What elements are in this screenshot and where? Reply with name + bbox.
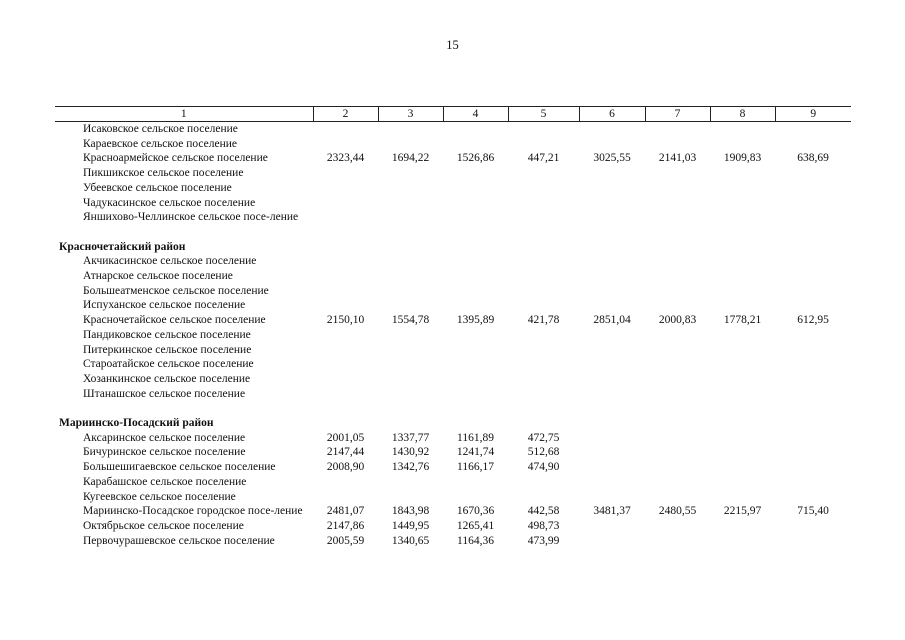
value-cell: 2005,59 xyxy=(326,534,365,547)
value-cell: 2323,44 xyxy=(326,152,365,165)
value-cell xyxy=(645,387,710,402)
value-cell xyxy=(378,490,443,505)
value-cell xyxy=(378,284,443,299)
value-cell xyxy=(710,445,775,460)
value-cell xyxy=(710,328,775,343)
table-row xyxy=(55,313,851,328)
value-cell xyxy=(378,196,443,211)
value-cell xyxy=(313,490,378,505)
value-cell xyxy=(775,372,851,387)
value-cell xyxy=(645,475,710,490)
column-header: 4 xyxy=(443,107,508,122)
value-cell xyxy=(775,357,851,372)
table-row xyxy=(55,269,851,284)
value-cell xyxy=(508,490,579,505)
settlement-name: Пикшикское сельское поселение xyxy=(83,167,244,180)
column-header: 8 xyxy=(710,107,775,122)
value-cell: 1395,89 xyxy=(456,314,495,327)
value-cell xyxy=(508,196,579,211)
value-cell: 1430,92 xyxy=(391,446,430,459)
value-cell xyxy=(508,254,579,269)
value-cell xyxy=(645,254,710,269)
table-row xyxy=(55,151,851,166)
value-cell: 473,99 xyxy=(527,534,560,547)
value-cell: 498,73 xyxy=(527,519,560,532)
spacer-row xyxy=(55,225,851,240)
value-cell: 2851,04 xyxy=(593,314,631,327)
settlement-name: Большеатменское сельское поселение xyxy=(83,284,269,297)
district-row xyxy=(55,416,851,431)
value-cell xyxy=(508,298,579,313)
settlement-name: Аксаринское сельское поселение xyxy=(83,431,246,444)
value-cell xyxy=(775,460,851,475)
value-cell xyxy=(645,210,710,225)
table-row xyxy=(55,210,851,225)
table-row xyxy=(55,534,851,549)
value-cell xyxy=(378,328,443,343)
value-cell: 421,78 xyxy=(527,314,560,327)
value-cell xyxy=(378,269,443,284)
value-cell xyxy=(378,210,443,225)
value-cell xyxy=(443,475,508,490)
value-cell xyxy=(579,387,645,402)
settlement-name: Яншихово-Челлинское сельское посе-ление xyxy=(83,211,299,224)
value-cell xyxy=(645,460,710,475)
value-cell xyxy=(710,460,775,475)
value-cell xyxy=(710,357,775,372)
value-cell xyxy=(775,490,851,505)
value-cell xyxy=(579,490,645,505)
settlement-name: Пандиковское сельское поселение xyxy=(83,328,251,341)
settlement-name: Кугеевское сельское поселение xyxy=(83,490,236,503)
settlement-name: Акчикасинское сельское поселение xyxy=(83,255,257,268)
table-row xyxy=(55,357,851,372)
value-cell xyxy=(313,254,378,269)
spacer-cell xyxy=(55,225,851,240)
column-header: 3 xyxy=(378,107,443,122)
value-cell xyxy=(443,298,508,313)
table-row xyxy=(55,196,851,211)
column-header: 5 xyxy=(508,107,579,122)
value-cell xyxy=(775,387,851,402)
value-cell xyxy=(579,284,645,299)
value-cell xyxy=(378,181,443,196)
value-cell xyxy=(313,269,378,284)
settlement-name: Первочурашевское сельское поселение xyxy=(83,534,275,547)
settlement-name: Караевское сельское поселение xyxy=(83,137,238,150)
value-cell xyxy=(378,343,443,358)
value-cell xyxy=(508,137,579,152)
value-cell xyxy=(710,210,775,225)
value-cell: 1909,83 xyxy=(723,152,762,165)
value-cell xyxy=(378,166,443,181)
value-cell xyxy=(645,269,710,284)
value-cell xyxy=(645,328,710,343)
settlement-name: Красноармейское сельское поселение xyxy=(83,152,268,165)
value-cell xyxy=(775,475,851,490)
value-cell xyxy=(313,372,378,387)
value-cell: 1241,74 xyxy=(456,446,495,459)
table-row xyxy=(55,343,851,358)
value-cell xyxy=(508,122,579,137)
table-row xyxy=(55,328,851,343)
value-cell xyxy=(443,181,508,196)
value-cell xyxy=(378,387,443,402)
value-cell xyxy=(645,357,710,372)
value-cell xyxy=(710,181,775,196)
value-cell xyxy=(579,475,645,490)
value-cell xyxy=(579,196,645,211)
value-cell xyxy=(645,431,710,446)
value-cell xyxy=(775,181,851,196)
table-row xyxy=(55,490,851,505)
value-cell xyxy=(579,166,645,181)
value-cell xyxy=(443,343,508,358)
value-cell xyxy=(508,387,579,402)
value-cell xyxy=(775,166,851,181)
settlement-name: Карабашское сельское поселение xyxy=(83,475,247,488)
value-cell xyxy=(710,519,775,534)
value-cell xyxy=(378,357,443,372)
value-cell xyxy=(378,372,443,387)
table-row xyxy=(55,181,851,196)
value-cell xyxy=(579,122,645,137)
value-cell xyxy=(775,343,851,358)
value-cell xyxy=(775,269,851,284)
value-cell xyxy=(508,210,579,225)
table-row xyxy=(55,137,851,152)
value-cell xyxy=(710,490,775,505)
column-header: 1 xyxy=(55,107,313,122)
value-cell xyxy=(645,372,710,387)
value-cell xyxy=(313,328,378,343)
value-cell xyxy=(443,210,508,225)
value-cell xyxy=(508,343,579,358)
value-cell: 2000,83 xyxy=(658,314,697,327)
value-cell: 1342,76 xyxy=(391,461,430,474)
value-cell: 2001,05 xyxy=(326,431,365,444)
district-heading: Красночетайский район xyxy=(59,240,186,253)
value-cell xyxy=(378,137,443,152)
page-number: 15 xyxy=(446,38,459,52)
column-header: 2 xyxy=(313,107,378,122)
value-cell xyxy=(443,166,508,181)
table-row xyxy=(55,298,851,313)
table-row xyxy=(55,387,851,402)
value-cell: 1694,22 xyxy=(391,152,430,165)
value-cell: 2147,86 xyxy=(326,519,365,532)
value-cell xyxy=(710,475,775,490)
value-cell: 1164,36 xyxy=(457,534,494,547)
settlement-name: Убеевское сельское поселение xyxy=(83,181,232,194)
value-cell: 1554,78 xyxy=(391,314,430,327)
value-cell: 2480,55 xyxy=(658,505,697,518)
value-cell xyxy=(313,137,378,152)
value-cell xyxy=(710,122,775,137)
value-cell: 1843,98 xyxy=(391,505,430,518)
column-header: 7 xyxy=(645,107,710,122)
value-cell xyxy=(710,431,775,446)
value-cell xyxy=(775,328,851,343)
value-cell xyxy=(710,166,775,181)
value-cell: 1778,21 xyxy=(723,314,762,327)
value-cell xyxy=(443,490,508,505)
value-cell xyxy=(775,431,851,446)
column-header: 6 xyxy=(579,107,645,122)
value-cell xyxy=(775,534,851,549)
value-cell xyxy=(313,122,378,137)
table-row xyxy=(55,284,851,299)
value-cell: 715,40 xyxy=(797,505,829,518)
value-cell xyxy=(710,196,775,211)
value-cell xyxy=(775,196,851,211)
value-cell xyxy=(508,181,579,196)
value-cell: 3481,37 xyxy=(593,505,631,518)
table-row xyxy=(55,166,851,181)
table-row xyxy=(55,372,851,387)
table-row xyxy=(55,460,851,475)
value-cell: 2141,03 xyxy=(658,152,697,165)
value-cell xyxy=(579,298,645,313)
value-cell xyxy=(443,387,508,402)
value-cell xyxy=(508,357,579,372)
value-cell: 2150,10 xyxy=(326,314,365,327)
value-cell xyxy=(645,490,710,505)
value-cell xyxy=(645,298,710,313)
value-cell: 3025,55 xyxy=(593,152,631,165)
value-cell xyxy=(443,196,508,211)
value-cell: 2008,90 xyxy=(326,461,365,474)
value-cell: 1526,86 xyxy=(456,152,495,165)
value-cell xyxy=(710,298,775,313)
table-row xyxy=(55,431,851,446)
value-cell xyxy=(313,343,378,358)
value-cell xyxy=(579,254,645,269)
value-cell xyxy=(645,122,710,137)
value-cell xyxy=(443,372,508,387)
value-cell xyxy=(645,181,710,196)
table-row xyxy=(55,122,851,137)
district-row xyxy=(55,240,851,255)
value-cell xyxy=(378,254,443,269)
value-cell xyxy=(443,328,508,343)
value-cell xyxy=(645,166,710,181)
value-cell xyxy=(579,372,645,387)
value-cell xyxy=(313,181,378,196)
value-cell xyxy=(313,210,378,225)
value-cell xyxy=(508,269,579,284)
value-cell xyxy=(775,284,851,299)
value-cell xyxy=(710,534,775,549)
value-cell: 1670,36 xyxy=(456,505,495,518)
value-cell xyxy=(508,166,579,181)
value-cell xyxy=(443,122,508,137)
district-heading: Мариинско-Посадский район xyxy=(59,417,214,430)
value-cell xyxy=(710,254,775,269)
value-cell xyxy=(710,343,775,358)
value-cell xyxy=(443,284,508,299)
settlement-name: Исаковское сельское поселение xyxy=(83,123,238,135)
value-cell xyxy=(443,254,508,269)
value-cell xyxy=(645,196,710,211)
tariff-table xyxy=(55,106,851,548)
value-cell xyxy=(378,122,443,137)
value-cell xyxy=(508,372,579,387)
value-cell: 442,58 xyxy=(527,505,560,518)
value-cell xyxy=(710,387,775,402)
value-cell xyxy=(579,181,645,196)
value-cell xyxy=(775,519,851,534)
value-cell xyxy=(645,343,710,358)
settlement-name: Чадукасинское сельское поселение xyxy=(83,196,256,209)
settlement-name: Октябрьское сельское поселение xyxy=(83,519,244,532)
value-cell xyxy=(313,387,378,402)
value-cell xyxy=(443,137,508,152)
table-row xyxy=(55,445,851,460)
settlement-name: Красночетайское сельское поселение xyxy=(83,314,266,327)
value-cell: 638,69 xyxy=(797,152,829,165)
value-cell xyxy=(710,137,775,152)
value-cell: 612,95 xyxy=(797,314,829,327)
table-header xyxy=(55,107,851,122)
value-cell xyxy=(645,534,710,549)
value-cell xyxy=(313,166,378,181)
value-cell xyxy=(579,328,645,343)
settlement-name: Мариинско-Посадское городское посе-ление xyxy=(83,505,303,518)
settlement-name: Штанашское сельское поселение xyxy=(83,387,246,400)
value-cell xyxy=(579,431,645,446)
settlement-name: Питеркинское сельское поселение xyxy=(83,343,252,356)
value-cell xyxy=(313,475,378,490)
value-cell: 474,90 xyxy=(527,461,560,474)
value-cell xyxy=(378,475,443,490)
table-body xyxy=(55,122,851,549)
value-cell: 1340,65 xyxy=(391,534,430,547)
value-cell xyxy=(645,445,710,460)
value-cell xyxy=(645,284,710,299)
settlement-name: Бичуринское сельское поселение xyxy=(83,446,246,459)
value-cell xyxy=(579,269,645,284)
value-cell: 2215,97 xyxy=(723,505,762,518)
value-cell: 472,75 xyxy=(527,431,560,444)
column-header: 9 xyxy=(775,107,851,122)
value-cell xyxy=(579,445,645,460)
settlement-name: Большешигаевское сельское поселение xyxy=(83,461,276,474)
value-cell xyxy=(775,445,851,460)
value-cell xyxy=(579,460,645,475)
spacer-cell xyxy=(55,401,851,416)
settlement-name: Хозанкинское сельское поселение xyxy=(83,372,251,385)
value-cell: 1265,41 xyxy=(456,519,495,532)
value-cell xyxy=(313,357,378,372)
value-cell: 1449,95 xyxy=(391,519,430,532)
value-cell xyxy=(579,357,645,372)
value-cell xyxy=(645,137,710,152)
table-row xyxy=(55,254,851,269)
value-cell xyxy=(579,210,645,225)
value-cell xyxy=(775,298,851,313)
value-cell xyxy=(579,519,645,534)
value-cell: 512,68 xyxy=(527,446,560,459)
value-cell xyxy=(775,122,851,137)
value-cell xyxy=(443,357,508,372)
value-cell xyxy=(645,519,710,534)
spacer-row xyxy=(55,401,851,416)
value-cell xyxy=(775,254,851,269)
value-cell xyxy=(579,534,645,549)
value-cell: 447,21 xyxy=(527,152,560,165)
value-cell xyxy=(579,343,645,358)
table-row xyxy=(55,504,851,519)
table-row xyxy=(55,519,851,534)
value-cell: 2481,07 xyxy=(326,505,365,518)
settlement-name: Староатайское сельское поселение xyxy=(83,358,254,371)
value-cell: 1337,77 xyxy=(391,431,430,444)
value-cell xyxy=(775,210,851,225)
value-cell: 1161,89 xyxy=(457,431,494,444)
value-cell xyxy=(378,298,443,313)
value-cell xyxy=(313,284,378,299)
table-row xyxy=(55,475,851,490)
value-cell xyxy=(775,137,851,152)
value-cell: 1166,17 xyxy=(457,461,494,474)
value-cell xyxy=(710,372,775,387)
value-cell xyxy=(313,298,378,313)
settlement-name: Атнарское сельское поселение xyxy=(83,270,233,283)
value-cell xyxy=(710,269,775,284)
value-cell xyxy=(508,328,579,343)
value-cell xyxy=(508,284,579,299)
value-cell xyxy=(313,196,378,211)
settlement-name: Испуханское сельское поселение xyxy=(83,299,246,312)
value-cell xyxy=(508,475,579,490)
value-cell xyxy=(443,269,508,284)
value-cell xyxy=(710,284,775,299)
value-cell xyxy=(579,137,645,152)
value-cell: 2147,44 xyxy=(326,446,365,459)
